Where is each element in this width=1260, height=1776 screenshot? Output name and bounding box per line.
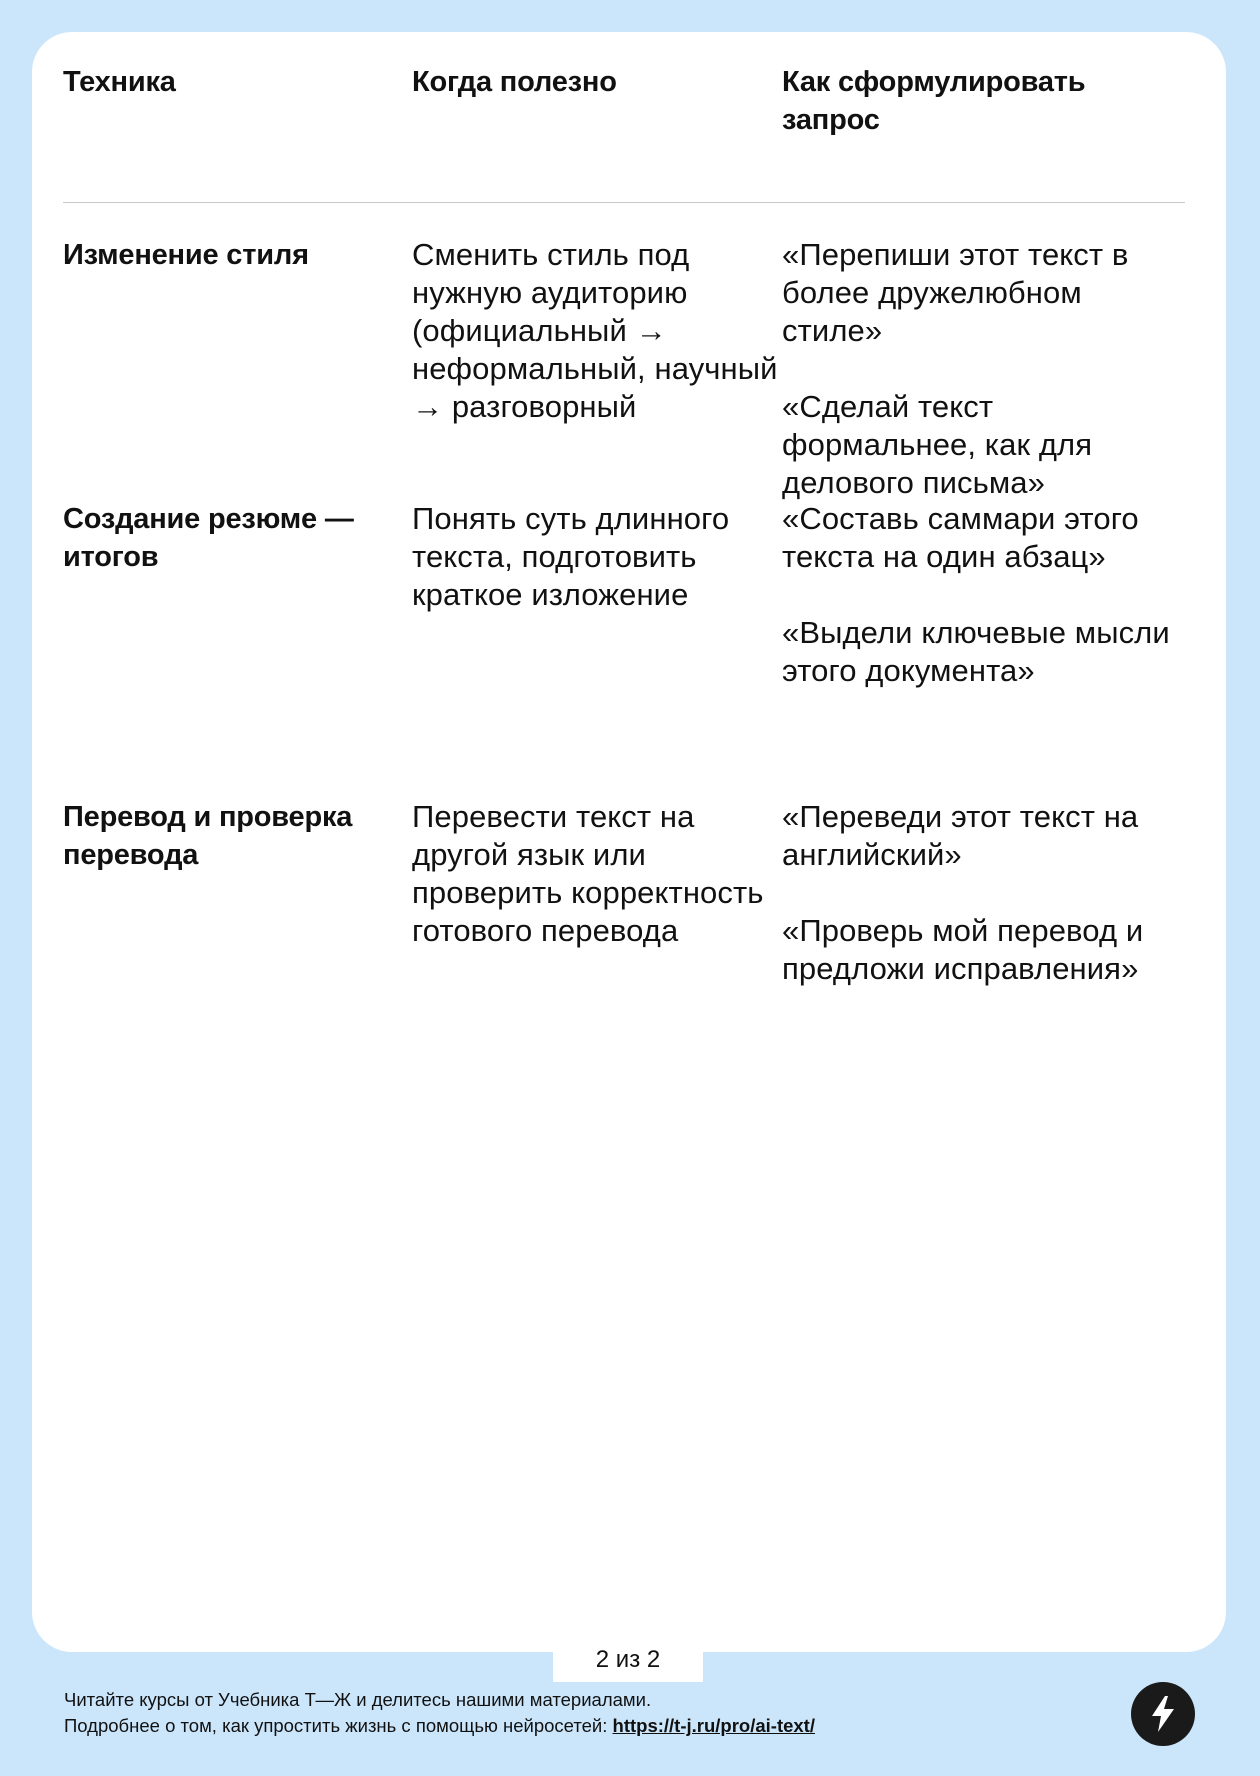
prompt-example: «Выдели ключевые мысли этого документа» [782,615,1170,688]
prompt-example: «Переведи этот текст на английский» [782,799,1139,872]
when-cell: Сменить стиль под нужную аудиторию (официальный → неформальный, научный → разговорный [412,237,778,424]
footer-line-1: Читайте курсы от Учебника Т—Ж и делитесь нашими материалами. [64,1689,652,1710]
table-row [63,500,1185,798]
footer-line-2 [64,1713,815,1739]
prompt-example: «Сделай текст формальнее, как для делового письма» [782,389,1093,500]
prompts-cell [782,798,1185,1058]
when-cell: Понять суть длинного текста, подготовить краткое изложение [412,501,730,612]
technique-cell: Изменение стиля [63,239,309,271]
table-row [63,798,1185,1058]
lightning-bolt-icon [1146,1694,1180,1734]
technique-cell: Перевод и проверка перевода [63,801,353,871]
page-indicator-label: 2 из 2 [595,1646,661,1673]
prompt-example: «Проверь мой перевод и предложи исправления» [782,913,1144,986]
technique-cell: Создание резюме — итогов [63,503,354,573]
prompt-example: «Перепиши этот текст в более дружелюбном стиле» [782,237,1129,348]
table-header [63,63,1185,203]
course-link[interactable]: https://t-j.ru/pro/ai-text/ [612,1715,815,1736]
prompts-cell [782,236,1185,502]
page-indicator [553,1624,703,1682]
footer [64,1687,815,1739]
logo[interactable] [1131,1682,1195,1746]
header-technique: Техника [63,66,176,98]
prompt-example: «Составь саммари этого текста на один абзац» [782,501,1139,574]
when-cell: Перевести текст на другой язык или проверить корректность готового перевода [412,799,764,948]
content-card [32,32,1226,1652]
footer-line-2-text: Подробнее о том, как упростить жизнь с помощью нейросетей: [64,1715,613,1736]
header-when: Когда полезно [412,66,617,98]
table-row [63,203,1185,500]
header-how: Как сформулировать запрос [782,66,1086,136]
techniques-table [63,63,1185,1058]
prompts-cell [782,500,1185,798]
